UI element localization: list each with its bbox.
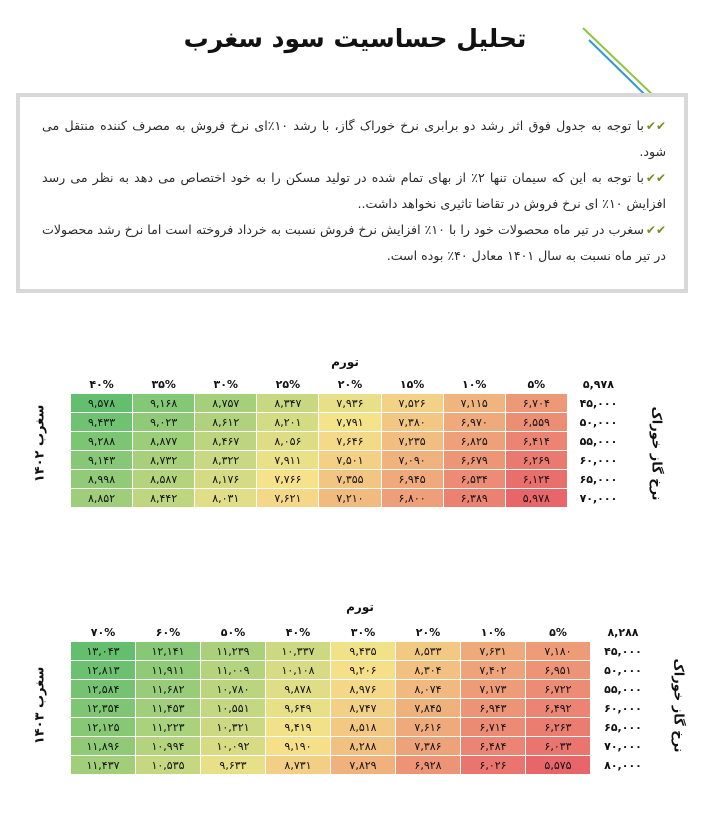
table1-row-axis-title: نرخ گاز خوراک bbox=[648, 406, 664, 501]
note-item: ✔✔با توجه به جدول فوق اثر رشد دو برابری نرخ خوراک گاز، با رشد ۱۰٪ای نرخ فروش به مصرف کننده منتقل می شود. bbox=[42, 118, 666, 159]
heatmap-cell: ۷,۹۱۱ bbox=[257, 451, 319, 470]
row-header: ۶۵,۰۰۰ bbox=[567, 470, 629, 489]
row-header: ۶۰,۰۰۰ bbox=[591, 699, 656, 718]
heatmap-cell: ۱۰,۰۹۲ bbox=[201, 737, 266, 756]
row-header: ۶۰,۰۰۰ bbox=[567, 451, 629, 470]
heatmap-cell: ۶,۸۰۰ bbox=[381, 489, 443, 508]
heatmap-cell: ۷,۵۰۱ bbox=[319, 451, 381, 470]
heatmap-cell: ۱۱,۸۹۶ bbox=[71, 737, 136, 756]
heatmap-cell: ۸,۷۵۷ bbox=[195, 394, 257, 413]
column-header: ۴۰% bbox=[71, 375, 133, 394]
heatmap-cell: ۱۳,۰۴۳ bbox=[71, 642, 136, 661]
table-row bbox=[71, 756, 656, 775]
heatmap-cell: ۱۰,۱۰۸ bbox=[266, 661, 331, 680]
heatmap-cell: ۹,۵۷۸ bbox=[71, 394, 133, 413]
table-row bbox=[71, 661, 656, 680]
heatmap-cell: ۱۲,۸۱۳ bbox=[71, 661, 136, 680]
heatmap-cell: ۸,۹۷۶ bbox=[331, 680, 396, 699]
column-header: ۵% bbox=[505, 375, 567, 394]
table-row bbox=[71, 432, 630, 451]
heatmap-cell: ۶,۷۰۴ bbox=[505, 394, 567, 413]
page-title: تحلیل حساسیت سود سغرب bbox=[183, 24, 527, 53]
heatmap-cell: ۶,۳۸۹ bbox=[443, 489, 505, 508]
heatmap-cell: ۶,۴۹۲ bbox=[526, 699, 591, 718]
heatmap-cell: ۸,۷۴۷ bbox=[331, 699, 396, 718]
column-header: ۱۰% bbox=[461, 623, 526, 642]
heatmap-cell: ۱۲,۳۵۴ bbox=[71, 699, 136, 718]
heatmap-cell: ۷,۷۶۶ bbox=[257, 470, 319, 489]
heatmap-cell: ۶,۹۵۱ bbox=[526, 661, 591, 680]
heatmap-cell: ۷,۶۲۱ bbox=[257, 489, 319, 508]
heatmap-cell: ۹,۲۸۸ bbox=[71, 432, 133, 451]
table2-row-axis-title: نرخ گاز خوراک bbox=[670, 658, 686, 753]
checkmark-icon: ✔✔ bbox=[645, 171, 666, 185]
heatmap-cell: ۸,۸۷۷ bbox=[133, 432, 195, 451]
heatmap-cell: ۷,۵۲۶ bbox=[381, 394, 443, 413]
heatmap-cell: ۶,۹۴۳ bbox=[461, 699, 526, 718]
table-row bbox=[71, 680, 656, 699]
heatmap-cell: ۷,۹۳۶ bbox=[319, 394, 381, 413]
table2-side-label: سغرب ۱۴۰۳ bbox=[32, 666, 48, 745]
heatmap-cell: ۱۲,۱۴۱ bbox=[136, 642, 201, 661]
heatmap-cell: ۷,۶۳۱ bbox=[461, 642, 526, 661]
heatmap-cell: ۹,۴۳۵ bbox=[331, 642, 396, 661]
heatmap-cell: ۶,۹۲۸ bbox=[396, 756, 461, 775]
heatmap-cell: ۸,۴۶۷ bbox=[195, 432, 257, 451]
table-row bbox=[71, 489, 630, 508]
heatmap-cell: ۹,۱۹۰ bbox=[266, 737, 331, 756]
column-header: ۳۰% bbox=[195, 375, 257, 394]
column-header: ۷۰% bbox=[71, 623, 136, 642]
column-header: ۵% bbox=[526, 623, 591, 642]
column-header: ۶۰% bbox=[136, 623, 201, 642]
heatmap-cell: ۷,۱۱۵ bbox=[443, 394, 505, 413]
heatmap-cell: ۱۲,۱۲۵ bbox=[71, 718, 136, 737]
notes-box bbox=[16, 93, 688, 293]
corner-base-value: ۸,۲۸۸ bbox=[591, 623, 656, 642]
heatmap-cell: ۱۰,۵۵۱ bbox=[201, 699, 266, 718]
row-header: ۵۵,۰۰۰ bbox=[591, 680, 656, 699]
table-row bbox=[71, 737, 656, 756]
heatmap-cell: ۷,۱۸۰ bbox=[526, 642, 591, 661]
heatmap-cell: ۷,۸۴۵ bbox=[396, 699, 461, 718]
note-item: ✔✔با توجه به این که سیمان تنها ۲٪ از بهای تمام شده در تولید مسکن را به خود اختصاص می دهد به نظر می رسد افزایش ۱۰٪ ای نرخ فروش در تقاضا تاثیری نخواهد داشت.. bbox=[42, 170, 666, 211]
row-header: ۵۰,۰۰۰ bbox=[567, 413, 629, 432]
heatmap-cell: ۱۱,۶۸۲ bbox=[136, 680, 201, 699]
heatmap-cell: ۷,۱۷۳ bbox=[461, 680, 526, 699]
heatmap-cell: ۱۱,۲۳۹ bbox=[201, 642, 266, 661]
heatmap-cell: ۹,۲۰۶ bbox=[331, 661, 396, 680]
sensitivity-table-1403 bbox=[70, 622, 656, 775]
heatmap-cell: ۷,۶۱۶ bbox=[396, 718, 461, 737]
heatmap-cell: ۱۰,۵۳۵ bbox=[136, 756, 201, 775]
heatmap-cell: ۷,۸۲۹ bbox=[331, 756, 396, 775]
heatmap-cell: ۷,۳۸۶ bbox=[396, 737, 461, 756]
heatmap-cell: ۸,۹۹۸ bbox=[71, 470, 133, 489]
heatmap-cell: ۸,۷۳۱ bbox=[266, 756, 331, 775]
heatmap-cell: ۶,۴۸۴ bbox=[461, 737, 526, 756]
heatmap-cell: ۹,۱۶۸ bbox=[133, 394, 195, 413]
column-header: ۲۵% bbox=[257, 375, 319, 394]
heatmap-cell: ۱۱,۴۳۷ bbox=[71, 756, 136, 775]
checkmark-icon: ✔✔ bbox=[645, 223, 666, 237]
row-header: ۸۰,۰۰۰ bbox=[591, 756, 656, 775]
row-header: ۴۵,۰۰۰ bbox=[591, 642, 656, 661]
row-header: ۷۰,۰۰۰ bbox=[591, 737, 656, 756]
heatmap-cell: ۶,۹۷۰ bbox=[443, 413, 505, 432]
heatmap-cell: ۸,۰۳۱ bbox=[195, 489, 257, 508]
heatmap-cell: ۱۱,۲۲۳ bbox=[136, 718, 201, 737]
heatmap-cell: ۸,۵۸۷ bbox=[133, 470, 195, 489]
column-header: ۱۵% bbox=[381, 375, 443, 394]
heatmap-cell: ۱۱,۴۵۳ bbox=[136, 699, 201, 718]
row-header: ۵۵,۰۰۰ bbox=[567, 432, 629, 451]
heatmap-cell: ۸,۳۰۴ bbox=[396, 661, 461, 680]
heatmap-cell: ۱۱,۹۱۱ bbox=[136, 661, 201, 680]
table2-column-axis-title: تورم bbox=[346, 600, 374, 614]
heatmap-cell: ۸,۵۱۸ bbox=[331, 718, 396, 737]
heatmap-cell: ۶,۸۲۵ bbox=[443, 432, 505, 451]
row-header: ۵۰,۰۰۰ bbox=[591, 661, 656, 680]
column-header: ۵۰% bbox=[201, 623, 266, 642]
heatmap-cell: ۱۰,۳۳۷ bbox=[266, 642, 331, 661]
column-header: ۱۰% bbox=[443, 375, 505, 394]
heatmap-cell: ۹,۰۲۳ bbox=[133, 413, 195, 432]
heatmap-cell: ۶,۲۶۳ bbox=[526, 718, 591, 737]
heatmap-cell: ۸,۸۵۲ bbox=[71, 489, 133, 508]
heatmap-cell: ۶,۷۱۴ bbox=[461, 718, 526, 737]
row-header: ۷۰,۰۰۰ bbox=[567, 489, 629, 508]
heatmap-cell: ۶,۰۳۳ bbox=[526, 737, 591, 756]
table-row bbox=[71, 718, 656, 737]
heatmap-cell: ۷,۰۹۰ bbox=[381, 451, 443, 470]
heatmap-cell: ۹,۸۷۸ bbox=[266, 680, 331, 699]
heatmap-cell: ۵,۹۷۸ bbox=[505, 489, 567, 508]
table1-side-label: سغرب ۱۴۰۲ bbox=[32, 404, 48, 483]
column-header: ۳۰% bbox=[331, 623, 396, 642]
heatmap-cell: ۸,۶۱۲ bbox=[195, 413, 257, 432]
note-item: ✔✔سغرب در تیر ماه محصولات خود را با ۱۰٪ افزایش نرخ فروش نسبت به خرداد فروخته است اما نرخ رشد محصولات در تیر ماه نسبت به سال ۱۴۰۱ معادل ۴۰٪ بوده است. bbox=[42, 222, 666, 263]
heatmap-cell: ۸,۷۳۲ bbox=[133, 451, 195, 470]
heatmap-cell: ۶,۰۲۶ bbox=[461, 756, 526, 775]
row-header: ۴۵,۰۰۰ bbox=[567, 394, 629, 413]
heatmap-cell: ۷,۷۹۱ bbox=[319, 413, 381, 432]
heatmap-cell: ۸,۲۸۸ bbox=[331, 737, 396, 756]
heatmap-cell: ۵,۵۷۵ bbox=[526, 756, 591, 775]
heatmap-cell: ۹,۶۴۹ bbox=[266, 699, 331, 718]
table-row bbox=[71, 394, 630, 413]
table-row bbox=[71, 699, 656, 718]
heatmap-cell: ۸,۰۵۶ bbox=[257, 432, 319, 451]
heatmap-cell: ۷,۳۵۵ bbox=[319, 470, 381, 489]
corner-base-value: ۵,۹۷۸ bbox=[567, 375, 629, 394]
heatmap-cell: ۹,۴۳۳ bbox=[71, 413, 133, 432]
heatmap-cell: ۸,۱۷۶ bbox=[195, 470, 257, 489]
table1-column-axis-title: تورم bbox=[331, 355, 359, 369]
heatmap-cell: ۷,۲۳۵ bbox=[381, 432, 443, 451]
column-header: ۲۰% bbox=[396, 623, 461, 642]
heatmap-cell: ۶,۱۲۴ bbox=[505, 470, 567, 489]
heatmap-cell: ۸,۳۴۷ bbox=[257, 394, 319, 413]
heatmap-cell: ۷,۳۸۰ bbox=[381, 413, 443, 432]
table-row bbox=[71, 413, 630, 432]
checkmark-icon: ✔✔ bbox=[645, 119, 666, 133]
column-header: ۳۵% bbox=[133, 375, 195, 394]
heatmap-cell: ۶,۹۴۵ bbox=[381, 470, 443, 489]
heatmap-cell: ۷,۶۴۶ bbox=[319, 432, 381, 451]
table-row bbox=[71, 642, 656, 661]
heatmap-cell: ۶,۵۳۴ bbox=[443, 470, 505, 489]
row-header: ۶۵,۰۰۰ bbox=[591, 718, 656, 737]
table-row bbox=[71, 451, 630, 470]
heatmap-cell: ۱۱,۰۰۹ bbox=[201, 661, 266, 680]
heatmap-cell: ۹,۴۱۹ bbox=[266, 718, 331, 737]
heatmap-cell: ۱۲,۵۸۴ bbox=[71, 680, 136, 699]
heatmap-cell: ۷,۲۱۰ bbox=[319, 489, 381, 508]
sensitivity-table-1402 bbox=[70, 374, 630, 508]
heatmap-cell: ۸,۰۷۴ bbox=[396, 680, 461, 699]
heatmap-cell: ۶,۴۱۴ bbox=[505, 432, 567, 451]
column-header: ۲۰% bbox=[319, 375, 381, 394]
heatmap-cell: ۱۰,۷۸۰ bbox=[201, 680, 266, 699]
table-row bbox=[71, 470, 630, 489]
heatmap-cell: ۱۰,۳۲۱ bbox=[201, 718, 266, 737]
heatmap-cell: ۱۰,۹۹۴ bbox=[136, 737, 201, 756]
heatmap-cell: ۶,۶۷۹ bbox=[443, 451, 505, 470]
heatmap-cell: ۶,۷۲۲ bbox=[526, 680, 591, 699]
heatmap-cell: ۹,۶۳۳ bbox=[201, 756, 266, 775]
heatmap-cell: ۷,۴۰۲ bbox=[461, 661, 526, 680]
heatmap-cell: ۸,۴۴۲ bbox=[133, 489, 195, 508]
heatmap-cell: ۸,۵۳۳ bbox=[396, 642, 461, 661]
heatmap-cell: ۹,۱۴۳ bbox=[71, 451, 133, 470]
heatmap-cell: ۶,۲۶۹ bbox=[505, 451, 567, 470]
column-header: ۴۰% bbox=[266, 623, 331, 642]
heatmap-cell: ۶,۵۵۹ bbox=[505, 413, 567, 432]
heatmap-cell: ۸,۳۲۲ bbox=[195, 451, 257, 470]
heatmap-cell: ۸,۲۰۱ bbox=[257, 413, 319, 432]
